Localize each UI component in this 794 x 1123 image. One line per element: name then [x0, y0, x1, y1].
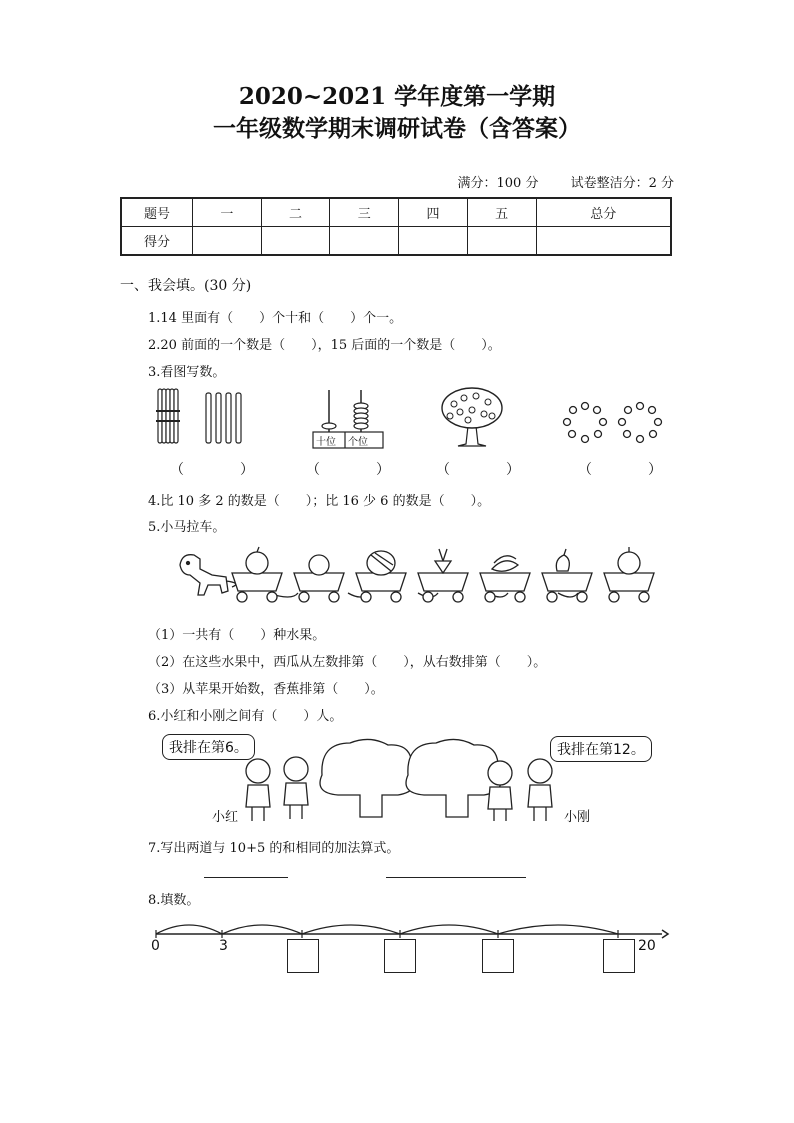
answer-blank[interactable]: （ ） — [306, 462, 390, 478]
bundled-sticks-illustration — [150, 385, 250, 447]
name-label-xiaogang: 小刚 — [564, 810, 591, 825]
score-cell: 题号 — [121, 198, 193, 227]
exam-title-line2: 一年级数学期末调研试卷（含答案） — [213, 115, 581, 142]
score-cell: 二 — [261, 198, 330, 227]
number-line — [150, 912, 670, 942]
score-input-cell[interactable] — [467, 227, 536, 256]
number-line-answer-box[interactable] — [603, 939, 635, 973]
name-label-xiaohong: 小红 — [212, 810, 239, 825]
score-table-score-row — [121, 227, 671, 256]
horse-fruit-cart-illustration — [172, 545, 662, 610]
number-line-label-3: 3 — [219, 938, 228, 954]
neatness-score: 试卷整洁分：2 分 — [570, 176, 674, 191]
question-5-part-3: （3）从苹果开始数，香蕉排第（ ）。 — [148, 682, 384, 697]
speech-bubble-right: 我排在第12。 — [550, 736, 652, 762]
score-input-cell[interactable] — [536, 227, 671, 256]
question-5-part-2: （2）在这些水果中，西瓜从左数排第（ ），从右数排第（ ）。 — [148, 655, 547, 670]
score-table-header-row — [121, 198, 671, 227]
answer-blank[interactable]: （ ） — [578, 462, 662, 478]
answer-blank[interactable]: （ ） — [436, 462, 520, 478]
question-2: 2.20 前面的一个数是（ ），15 后面的一个数是（ ）。 — [148, 338, 501, 353]
speech-bubble-left: 我排在第6。 — [162, 734, 255, 760]
number-line-answer-box[interactable] — [287, 939, 319, 973]
number-line-label-end: 20 — [638, 938, 656, 954]
score-table — [120, 197, 672, 256]
answer-line[interactable] — [204, 877, 288, 878]
full-score: 满分：100 分 — [457, 176, 539, 191]
question-5: 5.小马拉车。 — [148, 520, 226, 535]
number-line-label-start: 0 — [151, 938, 160, 954]
section-heading: 一、我会填。(30 分) — [120, 278, 252, 294]
question-7: 7.写出两道与 10+5 的和相同的加法算式。 — [148, 841, 400, 856]
question-3: 3.看图写数。 — [148, 365, 226, 380]
score-input-cell[interactable] — [261, 227, 330, 256]
score-input-cell[interactable] — [330, 227, 399, 256]
answer-line[interactable] — [386, 877, 526, 878]
score-cell: 五 — [467, 198, 536, 227]
score-cell: 一 — [193, 198, 262, 227]
children-queue-illustration — [200, 735, 590, 825]
abacus-label-ones: 个位 — [348, 437, 368, 448]
question-1: 1.14 里面有（ ）个十和（ ）个一。 — [148, 311, 403, 326]
score-input-cell[interactable] — [193, 227, 262, 256]
question-6: 6.小红和小刚之间有（ ）人。 — [148, 709, 343, 724]
score-info — [430, 172, 675, 191]
score-cell: 三 — [330, 198, 399, 227]
number-line-answer-box[interactable] — [384, 939, 416, 973]
score-cell: 总分 — [536, 198, 671, 227]
number-line-answer-box[interactable] — [482, 939, 514, 973]
exam-title-line1: 2020~2021 学年度第一学期 — [238, 83, 556, 110]
score-input-cell[interactable] — [399, 227, 468, 256]
bead-rings-illustration — [560, 400, 670, 450]
apple-tree-illustration — [438, 386, 508, 448]
question-5-part-1: （1）一共有（ ）种水果。 — [148, 628, 326, 643]
answer-blank[interactable]: （ ） — [170, 462, 254, 478]
score-cell: 四 — [399, 198, 468, 227]
abacus-label-tens: 十位 — [316, 437, 336, 448]
question-4: 4.比 10 多 2 的数是（ ）；比 16 少 6 的数是（ ）。 — [148, 494, 491, 509]
question-8: 8.填数。 — [148, 893, 200, 908]
score-row-label: 得分 — [121, 227, 193, 256]
